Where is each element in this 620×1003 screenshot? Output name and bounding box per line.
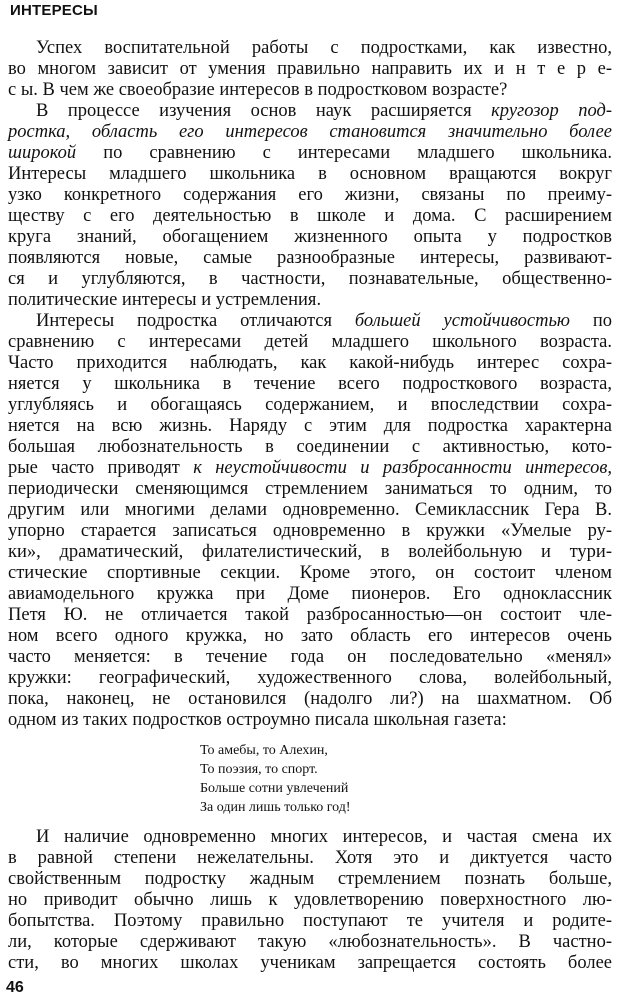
text-run: стические спортивные секции. Кроме этого, он состоит членом	[8, 563, 612, 583]
text-run: большая любознательность в соединении с активностью, кото-	[8, 437, 612, 457]
text-line	[8, 911, 612, 932]
text-line	[8, 932, 612, 953]
text-run: в равной степени нежелательны. Хотя это и диктуется часто	[8, 848, 612, 868]
text-line	[8, 521, 612, 542]
text-line	[8, 869, 612, 890]
text-line	[8, 248, 612, 269]
text-run: одном из таких подростков остроумно писала школьная газета:	[8, 710, 507, 730]
text-line	[8, 290, 612, 311]
text-run: часто меняется: в течение года он последовательно «менял»	[8, 647, 612, 667]
text-run: но приводит обычно лишь к удовлетворению поверхностного лю-	[8, 890, 612, 910]
text-line	[8, 59, 612, 80]
italic-phrase: большей устойчивостью	[354, 311, 570, 331]
text-line	[8, 101, 612, 122]
text-line	[8, 143, 612, 164]
text-run: кружки: географический, художественного слова, волейбольный,	[8, 668, 612, 688]
text-run: круга знаний, обогащением жизненного опыта у подростков	[8, 227, 612, 247]
text-line	[8, 626, 612, 647]
italic-phrase: ростка, область его интересов становится значительно более	[8, 122, 612, 142]
text-run: упорно старается записаться одновременно в кружки «Умелые ру-	[8, 521, 612, 541]
text-line	[8, 122, 612, 143]
text-run: углубляясь и обогащаясь содержанием, и впоследствии сохра-	[8, 395, 612, 415]
text-line	[8, 206, 612, 227]
text-run: Успех воспитательной работы с подростками, как известно,	[36, 38, 612, 58]
text-line	[8, 479, 612, 500]
text-run: узко конкретного содержания его жизни, связаны по преиму-	[8, 185, 612, 205]
body-text	[8, 38, 612, 731]
text-run: с ы. В чем же своеобразие интересов в подростковом возрасте?	[8, 80, 508, 100]
text-line	[8, 605, 612, 626]
poem-line: То амебы, то Алехин,	[200, 743, 328, 758]
text-run: ся и углубляются, в частности, познавательные, общественно-	[8, 269, 612, 289]
text-line	[8, 848, 612, 869]
body-text-continued	[8, 827, 612, 974]
text-run: пока, наконец, не остановился (надолго ли?) на шахматном. Об	[8, 689, 612, 709]
text-line	[8, 890, 612, 911]
text-run: Интересы подростка отличаются	[36, 311, 355, 331]
text-line	[8, 332, 612, 353]
text-line	[8, 953, 612, 974]
text-run: И наличие одновременно многих интересов, и частая смена их	[36, 827, 612, 847]
text-line	[8, 458, 612, 479]
text-line	[8, 185, 612, 206]
text-run: Интересы младшего школьника в основном вращаются вокруг	[8, 164, 612, 184]
text-line	[8, 395, 612, 416]
text-run: другим или многими делами одновременно. Семиклассник Гера В.	[8, 500, 612, 520]
text-run: свойственным подростку жадным стремлением познать больше,	[8, 869, 612, 889]
text-run: авиамодельного кружка при Доме пионеров. Его одноклассник	[8, 584, 612, 604]
text-line	[8, 542, 612, 563]
text-run: ли, которые сдерживают такую «любознательность». В частно-	[8, 932, 612, 952]
text-line	[8, 689, 612, 710]
text-run: по сравнению с интересами младшего школьника.	[76, 143, 612, 163]
text-run: рые часто приводят	[8, 458, 194, 478]
poem-line: За один лишь только год!	[200, 800, 351, 815]
epigram-poem	[200, 741, 430, 817]
text-run: Часто приходится наблюдать, как какой-нибудь интерес сохра-	[8, 353, 612, 373]
text-line	[8, 416, 612, 437]
text-line	[8, 38, 612, 59]
text-line	[8, 437, 612, 458]
text-line	[8, 584, 612, 605]
text-run: ном всего одного кружка, но зато область его интересов очень	[8, 626, 612, 646]
running-head: ИНТЕРЕСЫ	[10, 2, 98, 19]
text-line	[8, 269, 612, 290]
text-run: В процессе изучения основ наук расширяется	[36, 101, 492, 121]
text-line	[8, 80, 612, 101]
text-line	[8, 563, 612, 584]
text-run: периодически сменяющимся стремлением заниматься то одним, то	[8, 479, 612, 499]
text-run: Петя Ю. не отличается такой разбросанностью—он состоит чле-	[8, 605, 612, 625]
text-line	[8, 710, 612, 731]
text-line	[8, 647, 612, 668]
text-run: политические интересы и устремления.	[8, 290, 322, 310]
italic-phrase: кругозор под-	[491, 101, 613, 121]
text-line	[8, 500, 612, 521]
poem-line: Больше сотни увлечений	[200, 781, 349, 796]
text-run: няется у школьника в течение всего подросткового возраста,	[8, 374, 612, 394]
text-run: появляются новые, самые разнообразные интересы, развивают-	[8, 248, 612, 268]
poem-line: То поэзия, то спорт.	[200, 762, 318, 777]
text-line	[8, 374, 612, 395]
text-run: бопытства. Поэтому правильно поступают те учителя и родите-	[8, 911, 612, 931]
text-run: сравнению с интересами детей младшего школьного возраста.	[8, 332, 612, 352]
text-line	[8, 353, 612, 374]
text-run: няется на всю жизнь. Наряду с этим для подростка характерна	[8, 416, 612, 436]
text-run: во многом зависит от умения правильно направить их и н т е р е-	[8, 59, 612, 79]
italic-phrase: к неустойчивости и разбросанности интересов,	[193, 458, 612, 478]
text-run: ществу с его деятельностью в школе и дома. С расширением	[8, 206, 612, 226]
text-run: по	[569, 311, 612, 331]
text-line	[8, 311, 612, 332]
text-line	[8, 164, 612, 185]
text-line	[8, 227, 612, 248]
italic-phrase: широкой	[8, 143, 77, 163]
text-run: сти, во многих школах ученикам запрещается состоять более	[8, 953, 612, 973]
text-run: ки», драматический, филателистический, в волейбольную и тури-	[8, 542, 612, 562]
page-number: 46	[6, 979, 24, 996]
text-line	[8, 668, 612, 689]
text-line	[8, 827, 612, 848]
